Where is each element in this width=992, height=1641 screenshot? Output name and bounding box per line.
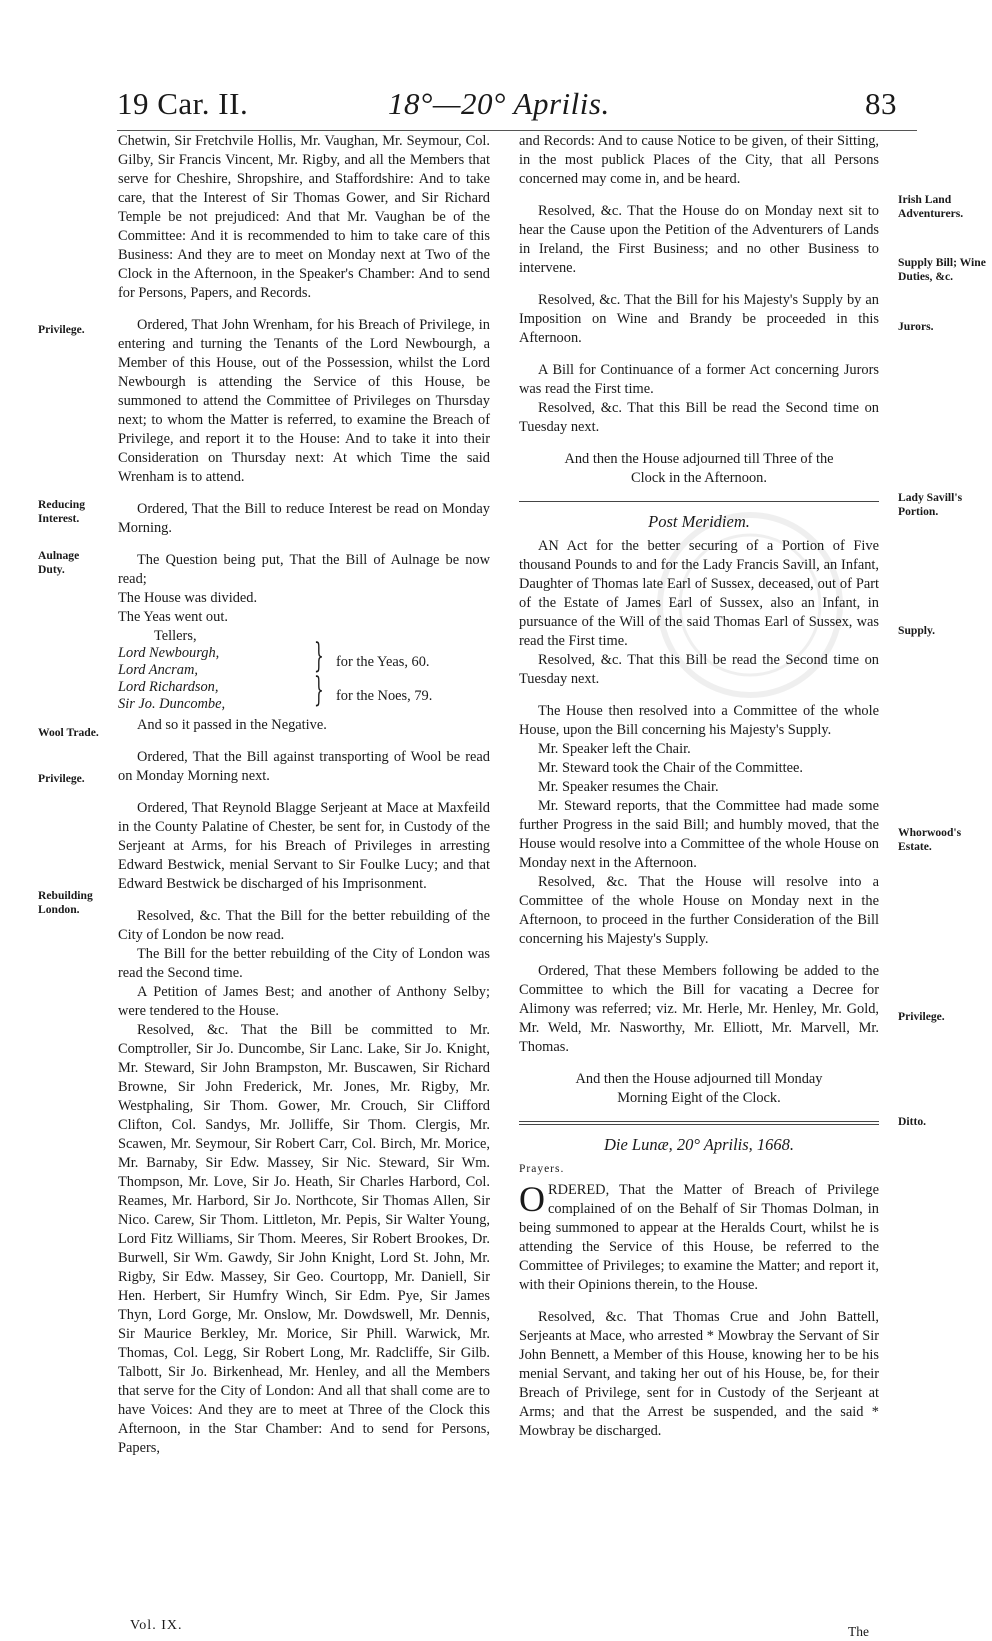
brace-icon: } [314, 636, 324, 676]
dolman-order [519, 1181, 879, 1295]
page-date: 18°—20° Aprilis. [388, 86, 610, 121]
savill-act: AN Act for the better securing of a Portion of Five thousand Pounds to and for the Lady Francis Savill, an Infant, Daughter of Thomas late Earl of Sussex, deceased, out of Part of the Estate of James Earl of Sussex, also an Infant, in pursuance of the Will of the said Thomas Earl of Sussex, was read the First time. [519, 538, 879, 649]
committee-of-whole: The House then resolved into a Committee of the whole House, upon the Bill concerning his Majesty's Supply. [519, 703, 879, 738]
margin-note-wool-trade: Wool Trade. [38, 726, 99, 739]
supply-bill-resolution: Resolved, &c. That the Bill for his Majesty's Supply by an Imposition on Wine and Brandy be proceeded in this Afternoon. [519, 292, 879, 346]
margin-note-savill-portion: Lady Savill's Portion. [898, 491, 963, 518]
irish-resolution: Resolved, &c. That the House do on Monday next sit to hear the Cause upon the Petition of the Adventurers of Lands in Ireland, the First Business; and no other Business to intervene. [519, 203, 879, 276]
section-rule [519, 501, 879, 502]
negative-result: And so it passed in the Negative. [137, 717, 327, 733]
noes-count: for the Noes, 79. [336, 688, 433, 704]
margin-note-supply: Supply. [898, 624, 936, 637]
records-continuation: and Records: And to cause Notice to be given, of their Sitting, in the most publick Places of the City, that all Persons concerned may come in, and be heard. [519, 133, 879, 187]
header-rule [117, 130, 917, 131]
margin-note-aulnage-duty: Aulnage Duty. [38, 549, 80, 576]
yeas-count: for the Yeas, 60. [336, 654, 430, 670]
speaker-resumes: Mr. Speaker resumes the Chair. [538, 779, 719, 795]
wrenham-order: Ordered, That John Wrenham, for his Breach of Privilege, in entering and turning the Tenants of the Lord Newbourgh, a Member of this House, out of the Possession, whilst the Lord Newbourgh is attending the Service of this House, be summoned to attend the Committee of Privileges on Thursday next; to whom the Matter is referred, to examine the Breach of Privilege, and report it to the House: And to take it into their Consideration on Thursday next: At which Time the said Wrenham is to attend. [118, 317, 490, 485]
teller-name: Lord Ancram, [118, 662, 198, 678]
watermark-stamp-icon [650, 505, 850, 705]
dolman-order-text: RDERED, That the Matter of Breach of Privilege complained of on the Behalf of Sir Thomas Dolman, in being summoned to appear at the Heralds Court, whilst he is attending the Service of this House, be referred to the Committee of Privileges; to examine the Matter; and report it, with their Opinions therein, to the House. [519, 1182, 879, 1293]
margin-note-privilege: Privilege. [38, 323, 85, 336]
margin-note-whorwood-estate: Whorwood's Estate. [898, 826, 962, 853]
committal-resolution: Resolved, &c. That the Bill be committed to Mr. Comptroller, Sir Jo. Duncombe, Sir Lanc. Lake, Sir Jo. Knight, Mr. Steward, Sir John Brampston, Mr. Buscawen, Sir Richard Browne, Sir John Frederick, Mr. Jones, Mr. Rigby, Mr. Westphaling, Sir Thom. Gower, Mr. Crouch, Sir Clifford Clifton, Col. Sandys, Mr. Jolliffe, Sir Thom. Clergis, Mr. Scawen, Mr. Seymour, Sir Robert Carr, Col. Birch, Mr. Morice, Mr. Barnaby, Sir Edw. Massey, Sir Nic. Steward, Sir Wm. Thompson, Mr. Love, Sir Jo. Heath, Sir Charles Harbord, Col. Reames, Mr. Harbord, Sir Jo. Northcote, Sir Thomas Allen, Sir Nico. Carew, Sir Thom. Littleton, Mr. Pepis, Sir Walter Young, Lord Fitz Williams, Sir Thom. Meeres, Sir Robert Brookes, Dr. Burwell, Sir Wm. Gawdy, Sir John Knight, Lord St. John, Mr. Rigby, Sir Edw. Massey, Sir Geo. Courtopp, Mr. Daniell, Sir Hen. Herbert, Sir Humfry Winch, Sir Edm. Pye, Sir James Thyn, Lord Gorge, Mr. Onslow, Mr. Dowdswell, Mr. Dennis, Sir Maurice Berkley, Mr. Morice, Sir Phill. Warwick, Mr. Thomas, Col. Legg, Sir Robert Long, Mr. Radcliffe, Sir Gilb. Talbott, Sir Jo. Birkenhead, Mr. Henley, and all the Members that serve for the City of London: And all that shall come are to have Voices: And they are to meet at Three of the Clock this Afternoon, in the Star Chamber: And to send for Persons, Papers, [118, 1022, 490, 1456]
margin-note-ditto: Ditto. [898, 1115, 927, 1128]
house-divided: The House was divided. [118, 590, 258, 606]
committee-paragraph: Chetwin, Sir Fretchvile Hollis, Mr. Vaughan, Mr. Seymour, Col. Gilby, Sir Francis Vincent, Mr. Rigby, and all the Members that serve for Cheshire, Shropshire, and Staffordshire: And to take care, that the Interest of Sir Thomas Gower, and Sir Richard Temple be not prejudiced: And that Mr. Vaughan be of the Committee: And it is recommended to him to take care of this Business: And they are to meet on Monday next at Two of the Clock in the Afternoon, in the Speaker's Chamber: And to send for Persons, Papers, and Records. [118, 133, 490, 301]
margin-note-rebuilding-london: Rebuilding London. [38, 889, 93, 916]
margin-note-supply-bill: Supply Bill; Wine Duties, &c. [898, 256, 986, 283]
yeas-went-out: The Yeas went out. [118, 609, 228, 625]
adjournment-monday: And then the House adjourned till Monday Morning Eight of the Clock. [575, 1071, 823, 1106]
aulnage-question: The Question being put, That the Bill of Aulnage be now read; [118, 552, 490, 587]
savill-second-reading: Resolved, &c. That this Bill be read the Second time on Tuesday next. [519, 652, 879, 687]
drop-capital: O [519, 1179, 545, 1219]
steward-took-chair: Mr. Steward took the Chair of the Committee. [538, 760, 803, 776]
post-meridiem-heading: Post Meridiem. [648, 512, 750, 531]
speaker-left-chair: Mr. Speaker left the Chair. [538, 741, 691, 757]
regnal-year: 19 Car. II. [117, 86, 249, 121]
volume-signature: Vol. IX. [130, 1618, 183, 1633]
teller-name: Lord Newbourgh, [118, 645, 220, 661]
section-double-rule [519, 1121, 879, 1125]
interest-order: Ordered, That the Bill to reduce Interest be read on Monday Morning. [118, 501, 490, 536]
division-tellers [118, 627, 490, 712]
blagge-order: Ordered, That Reynold Blagge Serjeant at Mace at Maxfeild in the County Palatine of Chester, be sent for, in Custody of the Serjeant at Arms, for his Breach of Privileges in arresting Edward Bestwick, menial Servant to Sir Foulke Lucy; and that Edward Bestwick be discharged of his Imprisonment. [118, 800, 490, 892]
catchword: The [848, 1624, 869, 1639]
jurors-second-reading: Resolved, &c. That this Bill be read the Second time on Tuesday next. [519, 400, 879, 435]
left-column [118, 132, 490, 1458]
rebuilding-resolution: Resolved, &c. That the Bill for the better rebuilding of the City of London be now read. [118, 908, 490, 943]
margin-note-irish-land: Irish Land Adventurers. [898, 193, 964, 220]
prayers-label: Prayers. [519, 1163, 565, 1175]
steward-reports: Mr. Steward reports, that the Committee had made some further Progress in the said Bill; and humbly moved, that the House would resolve into a Committee of the whole House on Monday next in the Afternoon. [519, 798, 879, 871]
adjournment-afternoon: And then the House adjourned till Three of the Clock in the Afternoon. [564, 451, 834, 486]
jurors-first-reading: A Bill for Continuance of a former Act concerning Jurors was read the First time. [519, 362, 879, 397]
margin-note-jurors: Jurors. [898, 320, 934, 333]
margin-note-privilege: Privilege. [38, 772, 85, 785]
margin-note-reducing-interest: Reducing Interest. [38, 498, 86, 525]
petition-note: A Petition of James Best; and another of Anthony Selby; were tendered to the House. [118, 984, 490, 1019]
rebuilding-second-reading: The Bill for the better rebuilding of the City of London was read the Second time. [118, 946, 490, 981]
tellers-label: Tellers, [154, 628, 197, 644]
whorwood-order: Ordered, That these Members following be added to the Committee to which the Bill for vacating a Decree for Alimony was referred; viz. Mr. Herle, Mr. Henley, Mr. Gold, Mr. Weld, Mr. Nasworthy, Mr. Elliott, Mr. Marvell, Mr. Thomas. [519, 963, 879, 1055]
crue-resolution: Resolved, &c. That Thomas Crue and John Battell, Serjeants at Mace, who arrested * Mowbray the Servant of Sir John Bennett, a Member of this House, knowing her to be his menial Servant, and taking her out of his House, be, for their Breach of Privilege, sent for in Custody of the Serjeant at Arms; and that the Arrest be suspended, and the said * Mowbray be discharged. [519, 1309, 879, 1439]
margin-note-privilege: Privilege. [898, 1010, 945, 1023]
page-number: 83 [865, 86, 897, 121]
right-column [519, 132, 879, 1441]
teller-name: Sir Jo. Duncombe, [118, 696, 226, 712]
resolve-monday: Resolved, &c. That the House will resolve into a Committee of the whole House on Monday next in the Afternoon, to proceed in the further Consideration of the Bill concerning his Majesty's Supply. [519, 874, 879, 947]
brace-icon: } [314, 670, 324, 710]
day-heading: Die Lunæ, 20° Aprilis, 1668. [603, 1135, 795, 1154]
wool-order: Ordered, That the Bill against transporting of Wool be read on Monday Morning next. [118, 749, 490, 784]
teller-name: Lord Richardson, [118, 679, 219, 695]
